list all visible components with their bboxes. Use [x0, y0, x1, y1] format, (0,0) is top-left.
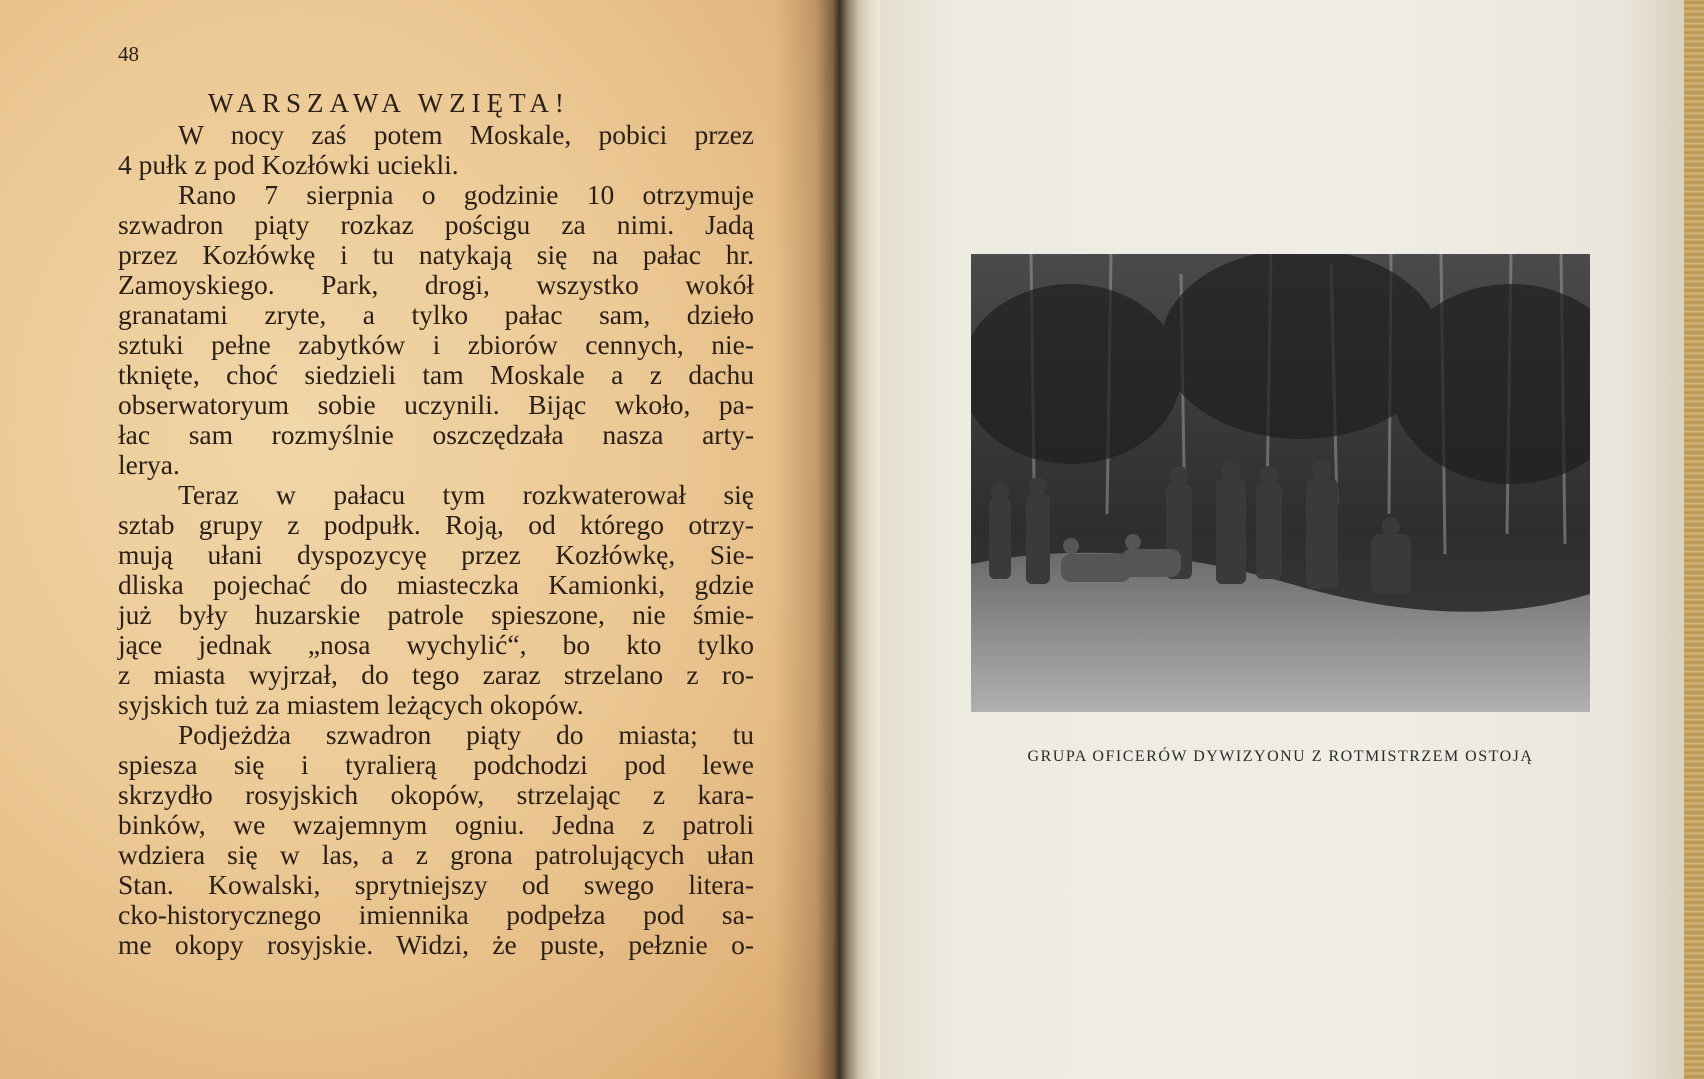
photo-caption: GRUPA OFICERÓW DYWIZYONU Z ROTMISTRZEM OSTOJĄ: [1027, 748, 1534, 765]
text-line: szwadron piąty rozkaz pościgu za nimi. Jadą: [118, 209, 754, 240]
text-line: lerya.: [118, 449, 180, 480]
text-line: me okopy rosyjskie. Widzi, że puste, pełznie o-: [118, 929, 754, 960]
text-line: granatami zryte, a tylko pałac sam, dzieło: [118, 299, 754, 330]
text-line: wdziera się w las, a z grona patrolujących ułan: [118, 839, 754, 870]
text-line: 4 pułk z pod Kozłówki uciekli.: [118, 149, 459, 180]
group-photograph: [971, 254, 1590, 712]
text-line: łac sam rozmyślnie oszczędzała nasza arty-: [118, 419, 754, 450]
page-edges: [1684, 0, 1704, 1079]
text-line: cko-historycznego imiennika podpełza pod sa-: [118, 899, 754, 930]
text-line: syjskich tuż za miastem leżących okopów.: [118, 689, 584, 720]
text-line: W nocy zaś potem Moskale, pobici przez: [178, 119, 754, 150]
text-line: skrzydło rosyjskich okopów, strzelając z kara-: [118, 779, 754, 810]
text-line: sztuki pełne zabytków i zbiorów cennych, nie-: [118, 329, 754, 360]
text-line: Rano 7 sierpnia o godzinie 10 otrzymuje: [178, 179, 754, 210]
text-line: jące jednak „nosa wychylić“, bo kto tylko: [118, 629, 754, 660]
text-line: spiesza się i tyralierą podchodzi pod lewe: [118, 749, 754, 780]
book-gutter: [834, 0, 880, 1079]
body-text: [118, 120, 754, 960]
text-line: Teraz w pałacu tym rozkwaterował się: [178, 479, 754, 510]
text-line: tknięte, choć siedzieli tam Moskale a z dachu: [118, 359, 754, 390]
text-line: obserwatoryum sobie uczynili. Bijąc wkoło, pa-: [118, 389, 754, 420]
text-line: Zamoyskiego. Park, drogi, wszystko wokół: [118, 269, 754, 300]
left-page: [0, 0, 834, 1079]
text-line: Stan. Kowalski, sprytniejszy od swego litera-: [118, 869, 754, 900]
text-line: Podjeżdża szwadron piąty do miasta; tu: [178, 719, 754, 750]
text-line: sztab grupy z podpułk. Roją, od którego otrzy-: [118, 509, 754, 540]
chapter-title: WARSZAWA WZIĘTA!: [208, 88, 570, 118]
page-number: 48: [118, 42, 139, 66]
text-line: binków, we wzajemnym ogniu. Jedna z patroli: [118, 809, 754, 840]
text-line: z miasta wyjrzał, do tego zaraz strzelano z ro-: [118, 659, 754, 690]
text-line: dliska pojechać do miasteczka Kamionki, gdzie: [118, 569, 754, 600]
text-line: już były huzarskie patrole spieszone, nie śmie-: [118, 599, 754, 630]
text-line: przez Kozłówkę i tu natykają się na pałac hr.: [118, 239, 754, 270]
text-line: mują ułani dyspozycyę przez Kozłówkę, Sie-: [118, 539, 754, 570]
